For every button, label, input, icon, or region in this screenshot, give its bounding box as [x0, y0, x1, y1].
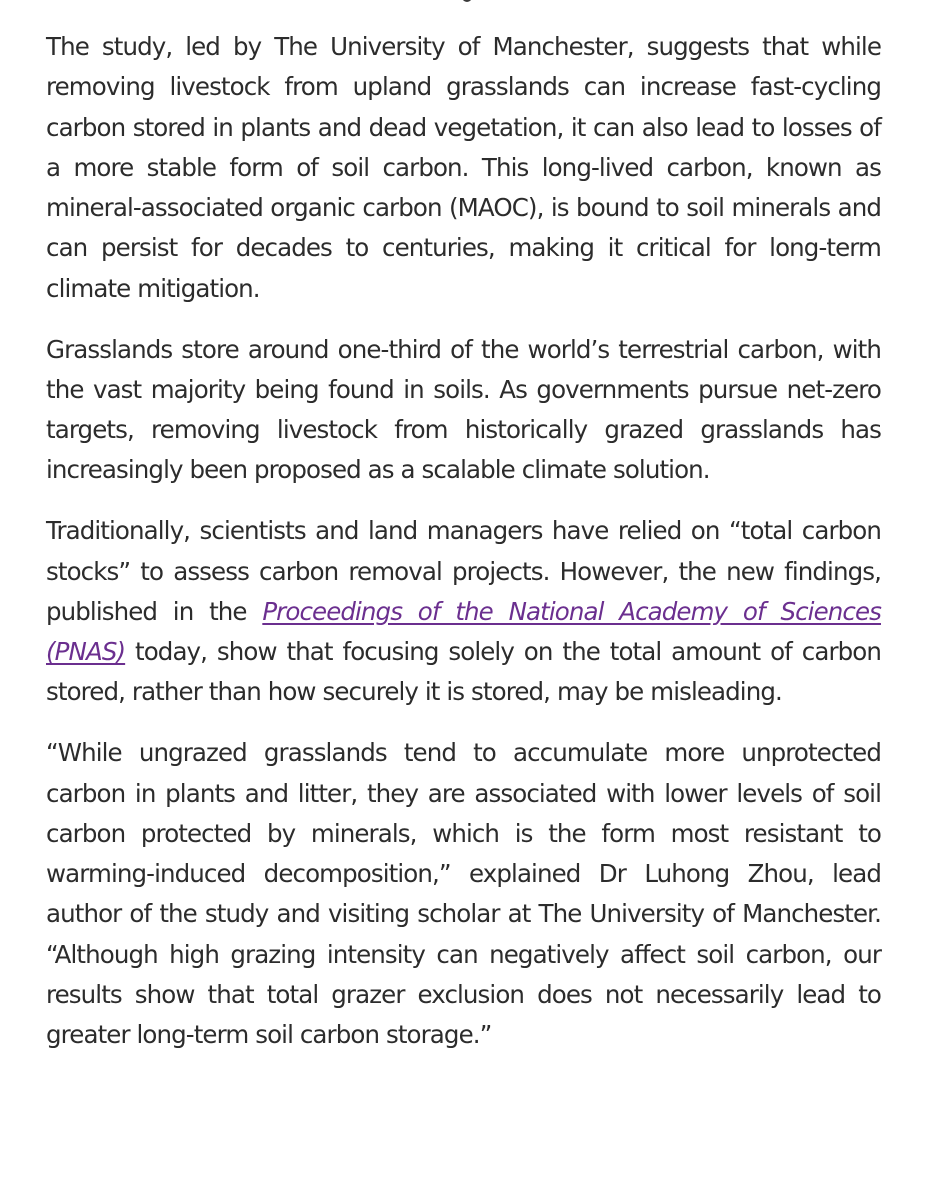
article-body — [46, 27, 881, 1076]
paragraph-study-summary: The study, led by The University of Manchester, suggests that while removing livestock from upland grasslands can increase fast-cycling carbon stored in plants and dead vegetation, it can also lead to losses of a more stable form of soil carbon. This long-lived carbon, known as mineral-associated organic carbon (MAOC), is bound to soil minerals and can persist for decades to centuries, making it critical for long-term climate mitigation. — [46, 32, 881, 303]
pnas-link[interactable]: Proceedings of the National Academy of Sciences (PNAS) — [46, 596, 881, 667]
paragraph-grasslands-carbon: Grasslands store around one-third of the world’s terrestrial carbon, with the vast majority being found in soils. As governments pursue net-zero targets, removing livestock from historically grazed grasslands has increasingly been proposed as a scalable climate solution. — [46, 334, 881, 485]
paragraph-quote-zhou: “While ungrazed grasslands tend to accumulate more unprotected carbon in plants and litter, they are associated with lower levels of soil carbon protected by minerals, which is the form most resistant to warming-induced decomposition,” explained Dr Luhong Zhou, lead author of the study and visiting scholar at The University of Manchester. “Although high grazing intensity can negatively affect soil carbon, our results show that total grazer exclusion does not necessarily lead to greater long-term soil carbon storage.” — [46, 738, 881, 1050]
findings-text-after-link: today, show that focusing solely on the total amount of carbon stored, rather than how securely it is stored, may be misleading. — [46, 637, 881, 707]
cropped-heading-glyph — [462, 0, 472, 2]
findings-text-before-link: Traditionally, scientists and land managers have relied on “total carbon stocks” to assess carbon removal projects. However, the new findings, published in the — [46, 516, 881, 626]
paragraph-findings — [46, 511, 881, 712]
